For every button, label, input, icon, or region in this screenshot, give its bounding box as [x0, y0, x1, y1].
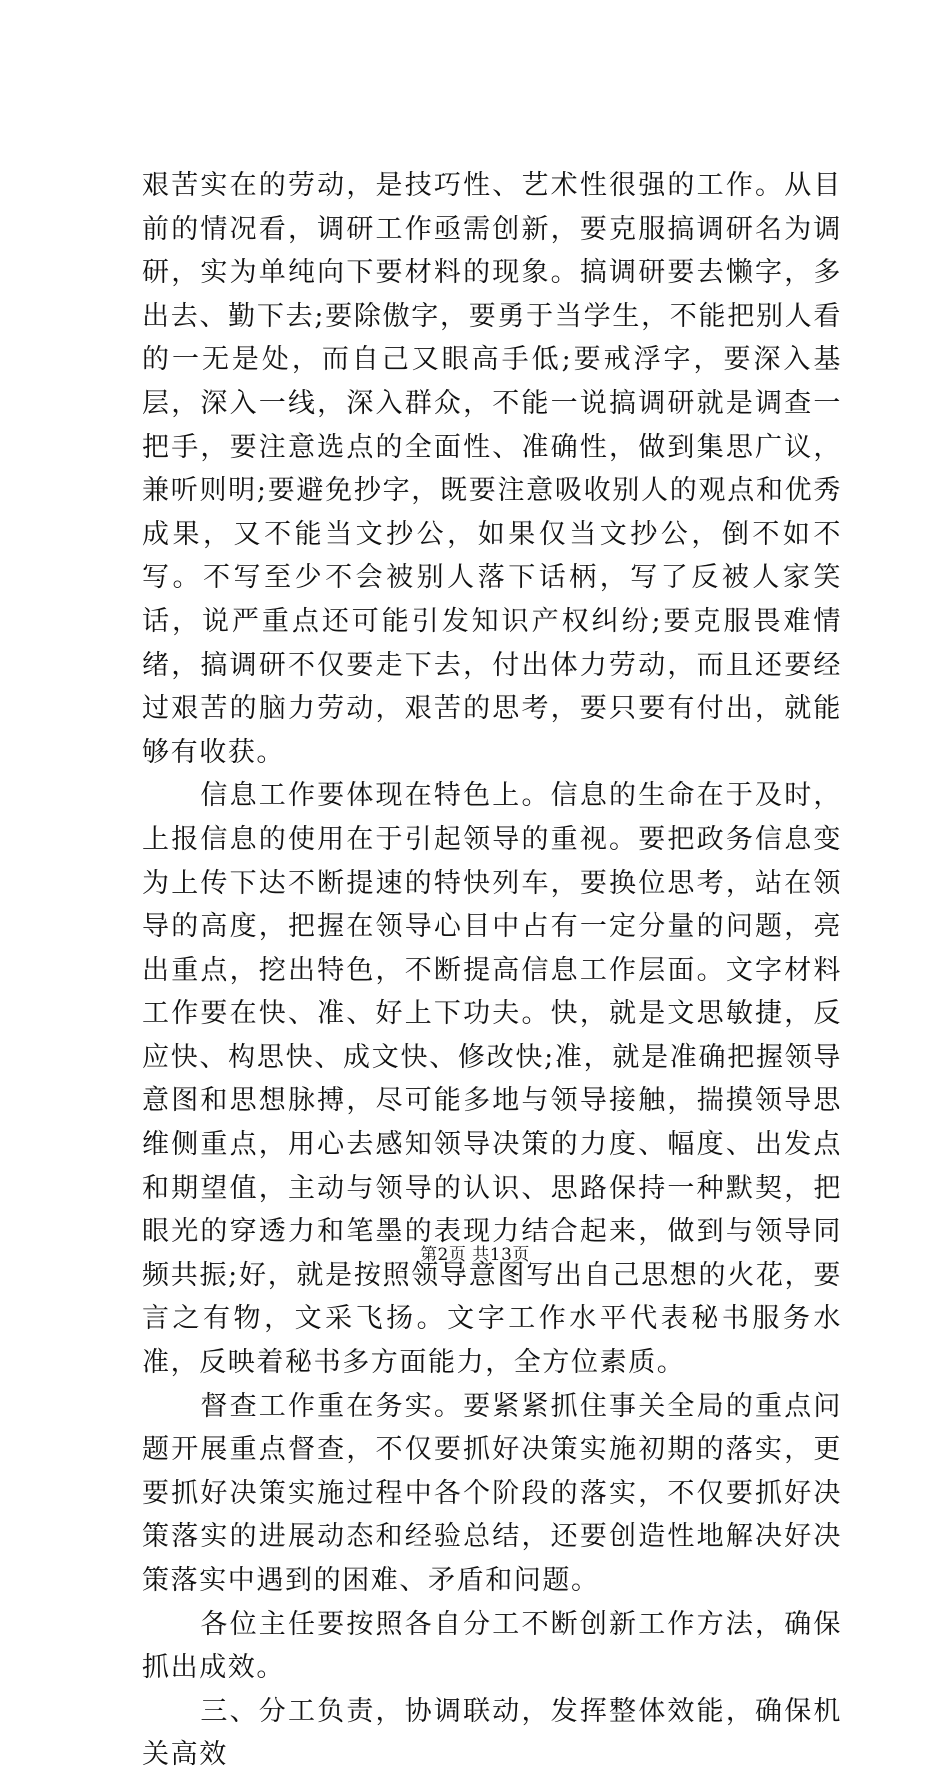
paragraph-4: 各位主任要按照各自分工不断创新工作方法，确保抓出成效。 — [142, 1608, 842, 1684]
paragraph-1: 艰苦实在的劳动，是技巧性、艺术性很强的工作。从目前的情况看，调研工作亟需创新，要克服搞调研名为调研，实为单纯向下要材料的现象。搞调研要去懒字，多出去、勤下去;要除傲字，要勇于当学生，不能把别人看的一无是处，而自己又眼高手低;要戒浮字，要深入基层，深入一线，深入群众，不能一说搞调研就是调查一把手，要注意选点的全面性、准确性，做到集思广议，兼听则明;要避免抄字，既要注意吸收别人的观点和优秀成果，又不能当文抄公，如果仅当文抄公，倒不如不写。不写至少不会被别人落下话柄，写了反被人家笑话，说严重点还可能引发知识产权纠纷;要克服畏难情绪，搞调研不仅要走下去，付出体力劳动，而且还要经过艰苦的脑力劳动，艰苦的思考，要只要有付出，就能够有收获。 — [142, 170, 842, 768]
document-body — [142, 164, 842, 1777]
paragraph-5: 三、分工负责，协调联动，发挥整体效能，确保机关高效 — [142, 1695, 842, 1771]
paragraph-2: 信息工作要体现在特色上。信息的生命在于及时，上报信息的使用在于引起领导的重视。要把政务信息变为上传下达不断提速的特快列车，要换位思考，站在领导的高度，把握在领导心目中占有一定分量的问题，亮出重点，挖出特色，不断提高信息工作层面。文字材料工作要在快、准、好上下功夫。快，就是文思敏捷，反应快、构思快、成文快、修改快;准，就是准确把握领导意图和思想脉搏，尽可能多地与领导接触，揣摸领导思维侧重点，用心去感知领导决策的力度、幅度、出发点和期望值，主动与领导的认识、思路保持一种默契，把眼光的穿透力和笔墨的表现力结合起来，做到与领导同频共振;好，就是按照领导意图写出自己思想的火花，要言之有物，文采飞扬。文字工作水平代表秘书服务水准，反映着秘书多方面能力，全方位素质。 — [142, 780, 842, 1379]
paragraph-3: 督查工作重在务实。要紧紧抓住事关全局的重点问题开展重点督查，不仅要抓好决策实施初期的落实，更要抓好决策实施过程中各个阶段的落实，不仅要抓好决策落实的进展动态和经验总结，还要创造性地解决好决策落实中遇到的困难、矛盾和问题。 — [142, 1390, 842, 1596]
page-number-footer: 第2页 共13页 — [420, 1245, 530, 1265]
